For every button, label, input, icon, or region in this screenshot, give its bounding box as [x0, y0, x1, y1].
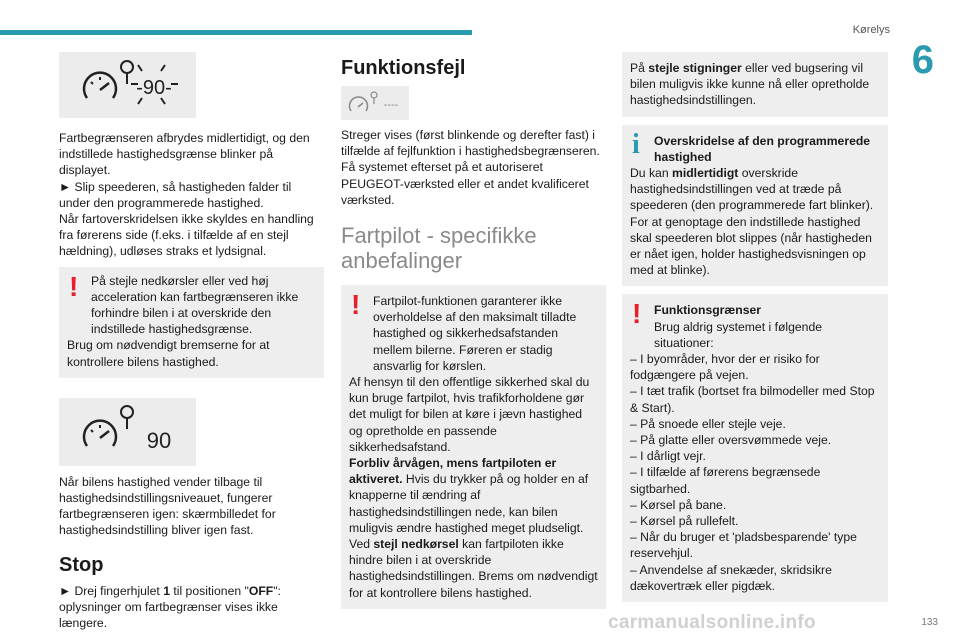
chapter-number: 6: [911, 38, 934, 82]
limit-item: – Når du bruger et 'pladsbesparende' type reservehjul.: [630, 530, 857, 561]
header-accent-bar: [0, 30, 472, 35]
section-heading-malfunction: Funktionsfejl: [341, 57, 466, 79]
column-3: [622, 52, 888, 602]
display-dashes: ----: [383, 99, 399, 111]
warning-icon: !: [632, 298, 642, 330]
warning-title: Funktionsgrænser: [654, 303, 761, 318]
warning-text: Brug om nødvendigt bremserne for at kontrollere bilens hastighed.: [67, 338, 270, 369]
speed-limiter-display-steady: [59, 398, 196, 466]
warning-icon: !: [69, 270, 79, 302]
column-1: [59, 52, 324, 631]
paragraph: ► Drej fingerhjulet 1 til positionen "OFF": oplysninger om fartbegrænser vises ikke længere.: [59, 583, 281, 631]
section-title: Kørelys: [852, 24, 890, 36]
limit-item: – Anvendelse af snekæder, skridsikre dækovertræk eller pigdæk.: [630, 562, 832, 593]
info-text: For at genoptage den indstillede hastighed skal speederen blot slippes (når hastigheden er nået igen, holder hastighedsvisningen op med at blinke).: [630, 214, 872, 278]
paragraph: Fartbegrænseren afbrydes midlertidigt, og den indstillede hastighedsgrænse blinker på displayet.: [59, 131, 310, 178]
warning-box: [622, 294, 888, 602]
limit-item: – Kørsel på rullefelt.: [630, 514, 739, 529]
display-value-blinking: -90-: [136, 77, 172, 99]
page-number: 133: [921, 617, 938, 628]
limit-item: – I byområder, hvor der er risiko for fodgængere på vejen.: [630, 352, 820, 383]
section-heading-stop: Stop: [59, 553, 104, 576]
limit-item: – På glatte eller oversvømmede veje.: [630, 433, 832, 448]
info-icon: i: [632, 128, 640, 160]
speedometer-icon: [59, 52, 196, 118]
speed-limiter-display-blinking: [59, 52, 196, 118]
section-heading-cruise-control: Fartpilot - specifikke anbefalinger: [341, 223, 537, 274]
limit-item: – Kørsel på bane.: [630, 497, 727, 512]
instruction-step: ► Slip speederen, så hastigheden falder til under den programmerede hastighed.: [59, 179, 292, 210]
limit-item: – I dårligt vejr.: [630, 449, 706, 464]
limit-item: – I tilfælde af førerens begrænsede sigtbarhed.: [630, 465, 821, 496]
warning-text: Brug aldrig systemet i følgende situationer:: [654, 319, 822, 350]
info-title: Overskridelse af den programmerede hastighed: [654, 133, 871, 164]
warning-icon: !: [351, 289, 361, 321]
note-text: På stejle stigninger eller ved bugsering vil bilen muligvis ikke kunne nå eller opretholde hastighedsindstillingen.: [630, 61, 870, 108]
speedometer-icon: [341, 86, 409, 120]
warning-box: [341, 285, 606, 609]
warning-text: Af hensyn til den offentlige sikkerhed skal du kun bruge fartpilot, hvis trafikforholdene gør det muligt for bilen at køre i jævn hastighed og opretholde en passende sikkerhedsafstand.: [349, 375, 590, 454]
malfunction-display: [341, 86, 409, 120]
limit-item: – I tæt trafik (bortset fra bilmodeller med Stop & Start).: [630, 384, 875, 415]
paragraph: Få systemet efterset på et autoriseret PEUGEOT-værksted eller et andet kvalificeret værksted.: [341, 160, 589, 207]
speedometer-icon: [59, 398, 196, 466]
paragraph: Når fartoverskridelsen ikke skyldes en handling fra førerens side (f.eks. i tilfælde af en stejl hældning), udløses straks et lydsignal.: [59, 212, 314, 259]
info-text: Du kan midlertidigt overskride hastighedsindstillingen ved at træde på speederen (den programmerede fart blinker).: [630, 166, 874, 213]
watermark: carmanualsonline.info: [608, 612, 816, 633]
info-box: [622, 125, 888, 287]
warning-text: På stejle nedkørsler eller ved høj acceleration kan fartbegrænseren ikke forhindre bilen i at overskride den indstillede hastighedsgrænse.: [91, 273, 299, 337]
limit-item: – På snoede eller stejle veje.: [630, 416, 786, 431]
warning-text: Forbliv årvågen, mens fartpiloten er aktiveret. Hvis du trykker på og holder en af knapperne til ændring af hastighedsindstillingen nede, kan bilen muligvis ændre hastighed meget pludseligt.: [349, 456, 589, 535]
paragraph: Når bilens hastighed vender tilbage til hastighedsindstillingsniveauet, fungerer fartbegrænseren igen: skærmbilledet for hastighedsindstilling bliver igen fast.: [59, 474, 276, 538]
paragraph: Streger vises (først blinkende og derefter fast) i tilfælde af fejlfunktion i hastighedsbegrænseren.: [341, 128, 600, 159]
warning-box: [59, 267, 324, 378]
warning-text: Ved stejl nedkørsel kan fartpiloten ikke hindre bilen i at overskride hastighedsindstillingen. Brems om nødvendigt for at kontrollere bilens hastighed.: [349, 537, 598, 600]
note-box: [622, 52, 888, 117]
column-2: [341, 56, 606, 609]
warning-text: Fartpilot-funktionen garanterer ikke overholdelse af den maksimalt tilladte hastighed og sikkerhedsafstanden mellem bilerne. Føreren er stadig ansvarlig for kørslen.: [373, 294, 577, 373]
display-value: 90: [146, 427, 172, 453]
